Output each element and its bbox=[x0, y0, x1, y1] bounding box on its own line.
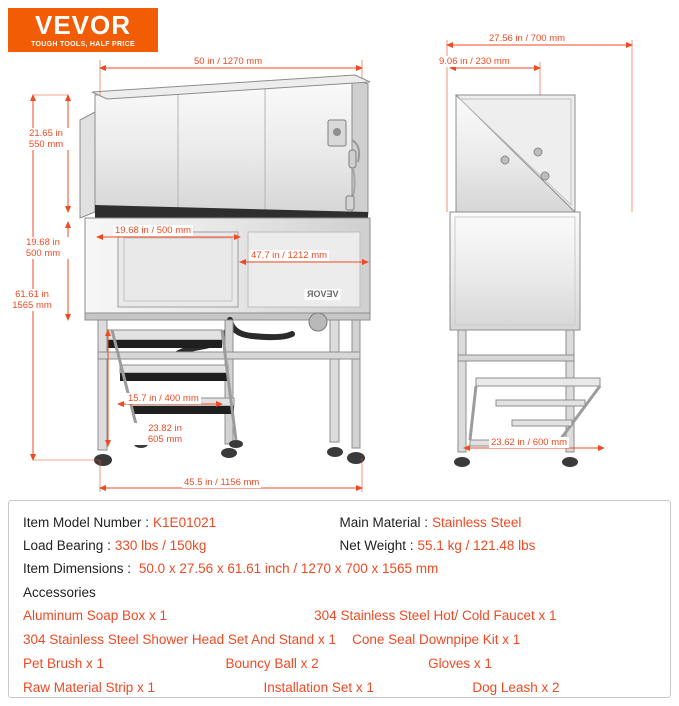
accessory-item: Raw Material Strip x 1 bbox=[23, 680, 156, 695]
spec-row-load bbox=[23, 534, 656, 557]
dim-step-width: 15.7 in / 400 mm bbox=[128, 393, 199, 404]
spec-cell-model bbox=[23, 511, 340, 534]
accessory-item: Dog Leash x 2 bbox=[472, 680, 560, 695]
dim-total-height-line2: 1565 mm bbox=[0, 300, 64, 311]
accessory-item: Cone Seal Downpipe Kit x 1 bbox=[352, 632, 521, 647]
accessory-item: 304 Stainless Steel Shower Head Set And Stand x 1 bbox=[23, 632, 336, 647]
spec-label-load: Load Bearing : bbox=[23, 538, 111, 553]
dim-step-height-line2: 605 mm bbox=[132, 434, 198, 445]
dim-total-height-line1: 61.61 in bbox=[0, 289, 64, 300]
spec-value-material: Stainless Steel bbox=[432, 515, 522, 530]
accessories-row-4 bbox=[23, 676, 656, 700]
dim-side-step-depth: 23.62 in / 600 mm bbox=[491, 437, 568, 448]
dim-lower-height-line2: 500 mm bbox=[10, 248, 76, 259]
accessory-item: 304 Stainless Steel Hot/ Cold Faucet x 1 bbox=[314, 608, 557, 623]
dim-side-top-depth: 9.06 in / 230 mm bbox=[439, 56, 510, 67]
tub-brand-mark: VEVOR bbox=[307, 289, 339, 299]
accessory-item: Pet Brush x 1 bbox=[23, 656, 105, 671]
dim-base-width: 45.5 in / 1156 mm bbox=[184, 477, 260, 488]
accessory-item: Aluminum Soap Box x 1 bbox=[23, 608, 168, 623]
spec-cell-material bbox=[340, 511, 657, 534]
dim-side-depth: 27.56 in / 700 mm bbox=[489, 33, 566, 44]
accessory-item: Installation Set x 1 bbox=[263, 680, 374, 695]
spec-value-dimensions: 50.0 x 27.56 x 61.61 inch / 1270 x 700 x 1565 mm bbox=[138, 561, 439, 576]
dim-lower-height-line1: 19.68 in bbox=[10, 237, 76, 248]
spec-cell-weight bbox=[340, 534, 657, 557]
spec-label-model: Item Model Number : bbox=[23, 515, 150, 530]
spec-label-weight: Net Weight : bbox=[339, 538, 414, 553]
accessories-title: Accessories bbox=[23, 585, 96, 600]
dim-door-width: 19.68 in / 500 mm bbox=[115, 225, 192, 236]
dim-tub-height-line2: 550 mm bbox=[16, 139, 76, 150]
dim-tub-height-line1: 21.65 in bbox=[16, 128, 76, 139]
dim-top-width: 50 in / 1270 mm bbox=[194, 56, 263, 67]
spec-row-model bbox=[23, 511, 656, 534]
accessory-item: Bouncy Ball x 2 bbox=[225, 656, 319, 671]
spec-value-weight: 55.1 kg / 121.48 lbs bbox=[417, 538, 536, 553]
dim-step-height-line1: 23.82 in bbox=[132, 423, 198, 434]
spec-label-dimensions: Item Dimensions : bbox=[23, 561, 132, 576]
accessory-item: Gloves x 1 bbox=[428, 656, 492, 671]
spec-cell-load bbox=[23, 534, 340, 557]
spec-row-dimensions bbox=[23, 557, 656, 580]
spec-value-load: 330 lbs / 150kg bbox=[114, 538, 207, 553]
specification-panel bbox=[8, 500, 671, 698]
logo-tagline: TOUGH TOOLS, HALF PRICE bbox=[31, 41, 135, 48]
logo-brand: VEVOR bbox=[34, 10, 132, 40]
accessories-row-2 bbox=[23, 628, 656, 652]
dim-inner-width: 47.7 in / 1212 mm bbox=[251, 250, 328, 261]
spec-value-model: K1E01021 bbox=[153, 515, 217, 530]
accessories-row-3 bbox=[23, 652, 656, 676]
spec-label-material: Main Material : bbox=[339, 515, 429, 530]
accessories-row-1 bbox=[23, 604, 656, 628]
